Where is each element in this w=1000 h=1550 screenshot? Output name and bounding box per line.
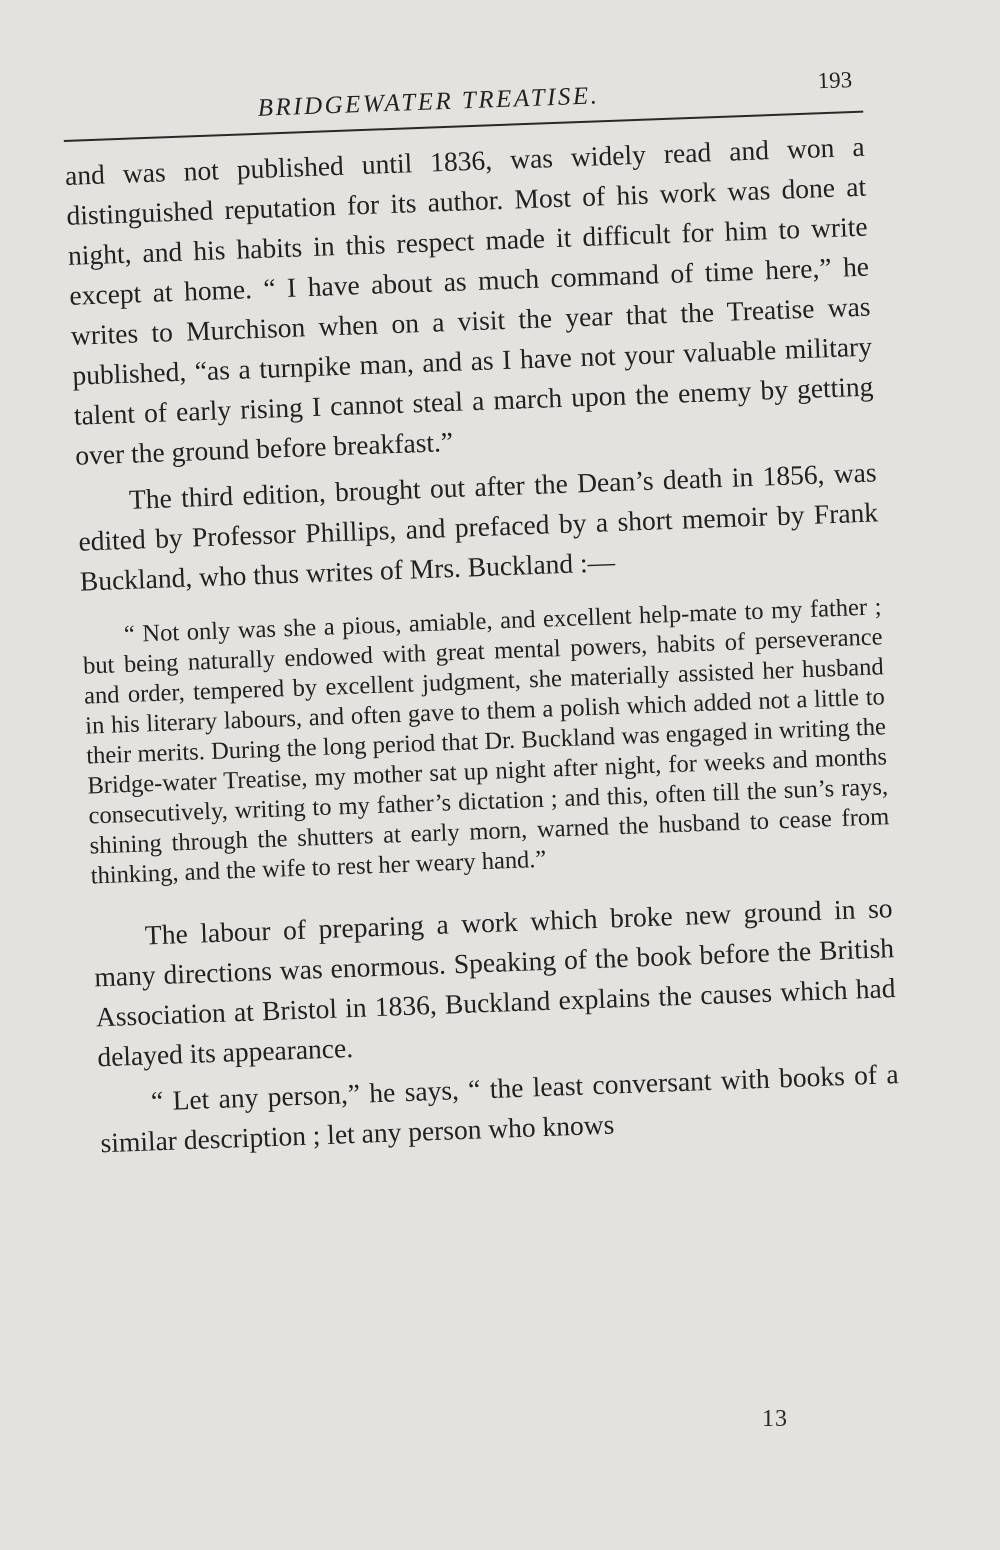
paragraph-3: The labour of preparing a work which broke new ground in so many directions was enormous. Speaking of the book before the British Association at Bristol in 1836, Buckland explains the causes which had delayed its appearance. bbox=[93, 892, 896, 1073]
running-title: BRIDGEWATER TREATISE. bbox=[257, 82, 600, 122]
page-content bbox=[62, 63, 901, 1164]
block-quote: “ Not only was she a pious, amiable, and excellent help-mate to my father ; but being naturally endowed with great mental powers, habits of perseverance and order, tempered by excellent judgment, she materially assisted her husband in his literary labours, and often gave to them a polish which added not a little to their merits. During the long period that Dr. Buckland was engaged in writing the Bridge-water Treatise, my mother sat up night after night, for weeks and months consecutively, writing to my father’s dictation ; and this, often till the sun’s rays, shining through the shutters at early morn, warned the husband to cease from thinking, and the wife to rest her weary hand.” bbox=[82, 593, 890, 890]
page-number: 193 bbox=[817, 67, 853, 94]
page-header bbox=[62, 63, 863, 140]
paragraph-2: The third edition, brought out after the Dean’s death in 1856, was edited by Professor Phillips, and prefaced by a short memoir by Frank Buckland, who thus writes of Mrs. Buckland :— bbox=[77, 456, 879, 597]
paragraph-1: and was not published until 1836, was widely read and won a distinguished reputation for its author. Most of his work was done at night, and his habits in this respect made it difficult for him to write except at home. “ I have about as much command of time here,” he writes to Murchison when on a visit the year that the Treatise was published, “as a turnpike man, and as I have not your valuable military talent of early rising I cannot steal a march upon the enemy by getting over the ground before breakfast.” bbox=[64, 130, 874, 471]
paragraph-4: “ Let any person,” he says, “ the least conversant with books of a similar description ; let any person who knows bbox=[99, 1058, 900, 1159]
signature-mark: 13 bbox=[762, 1406, 788, 1432]
